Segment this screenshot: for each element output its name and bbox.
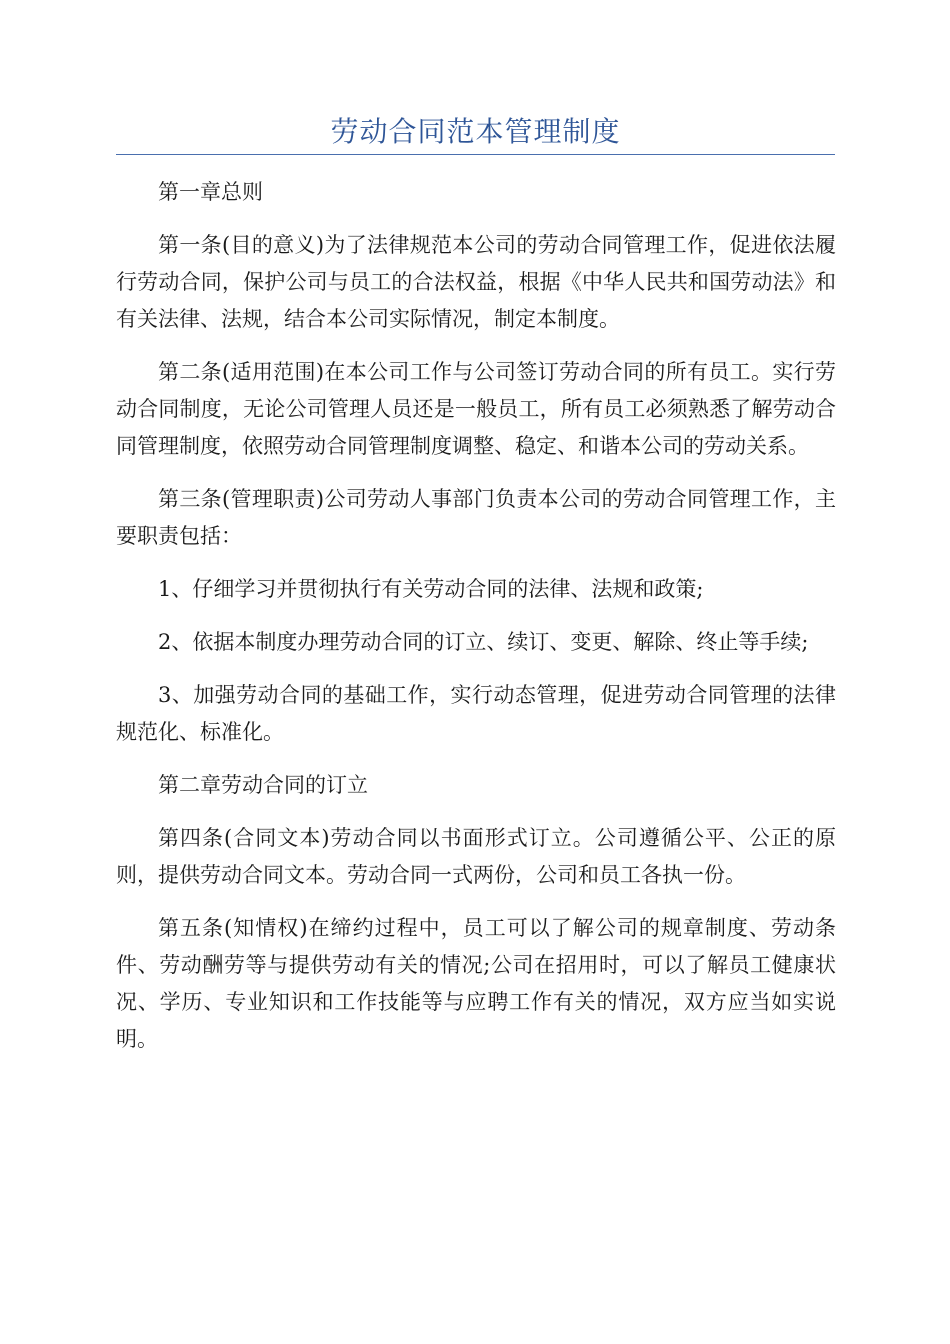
paragraph: 第二条(适用范围)在本公司工作与公司签订劳动合同的所有员工。实行劳动合同制度，无论公司管理人员还是一般员工，所有员工必须熟悉了解劳动合同管理制度，依照劳动合同管理制度调整、稳定、和谐本公司的劳动关系。 (116, 360, 836, 458)
paragraph: 第五条(知情权)在缔约过程中，员工可以了解公司的规章制度、劳动条件、劳动酬劳等与提供劳动有关的情况;公司在招用时，可以了解员工健康状况、学历、专业知识和工作技能等与应聘工作有关的情况，双方应当如实说明。 (116, 916, 836, 1051)
paragraph: 第一条(目的意义)为了法律规范本公司的劳动合同管理工作，促进依法履行劳动合同，保护公司与员工的合法权益，根据《中华人民共和国劳动法》和有关法律、法规，结合本公司实际情况，制定本制度。 (116, 233, 836, 331)
document-body (116, 174, 836, 1074)
document-title: 劳动合同范本管理制度 (330, 115, 621, 148)
paragraph: 第三条(管理职责)公司劳动人事部门负责本公司的劳动合同管理工作，主要职责包括： (116, 487, 836, 548)
chapter-heading: 第一章总则 (158, 180, 263, 204)
title-divider (116, 154, 835, 155)
paragraph: 第四条(合同文本)劳动合同以书面形式订立。公司遵循公平、公正的原则，提供劳动合同文本。劳动合同一式两份，公司和员工各执一份。 (116, 826, 836, 887)
chapter-heading: 第二章劳动合同的订立 (158, 773, 368, 797)
list-item: 2、依据本制度办理劳动合同的订立、续订、变更、解除、终止等手续; (158, 630, 809, 654)
list-item: 3、加强劳动合同的基础工作，实行动态管理，促进劳动合同管理的法律规范化、标准化。 (116, 683, 836, 744)
list-item: 1、仔细学习并贯彻执行有关劳动合同的法律、法规和政策; (158, 577, 704, 601)
